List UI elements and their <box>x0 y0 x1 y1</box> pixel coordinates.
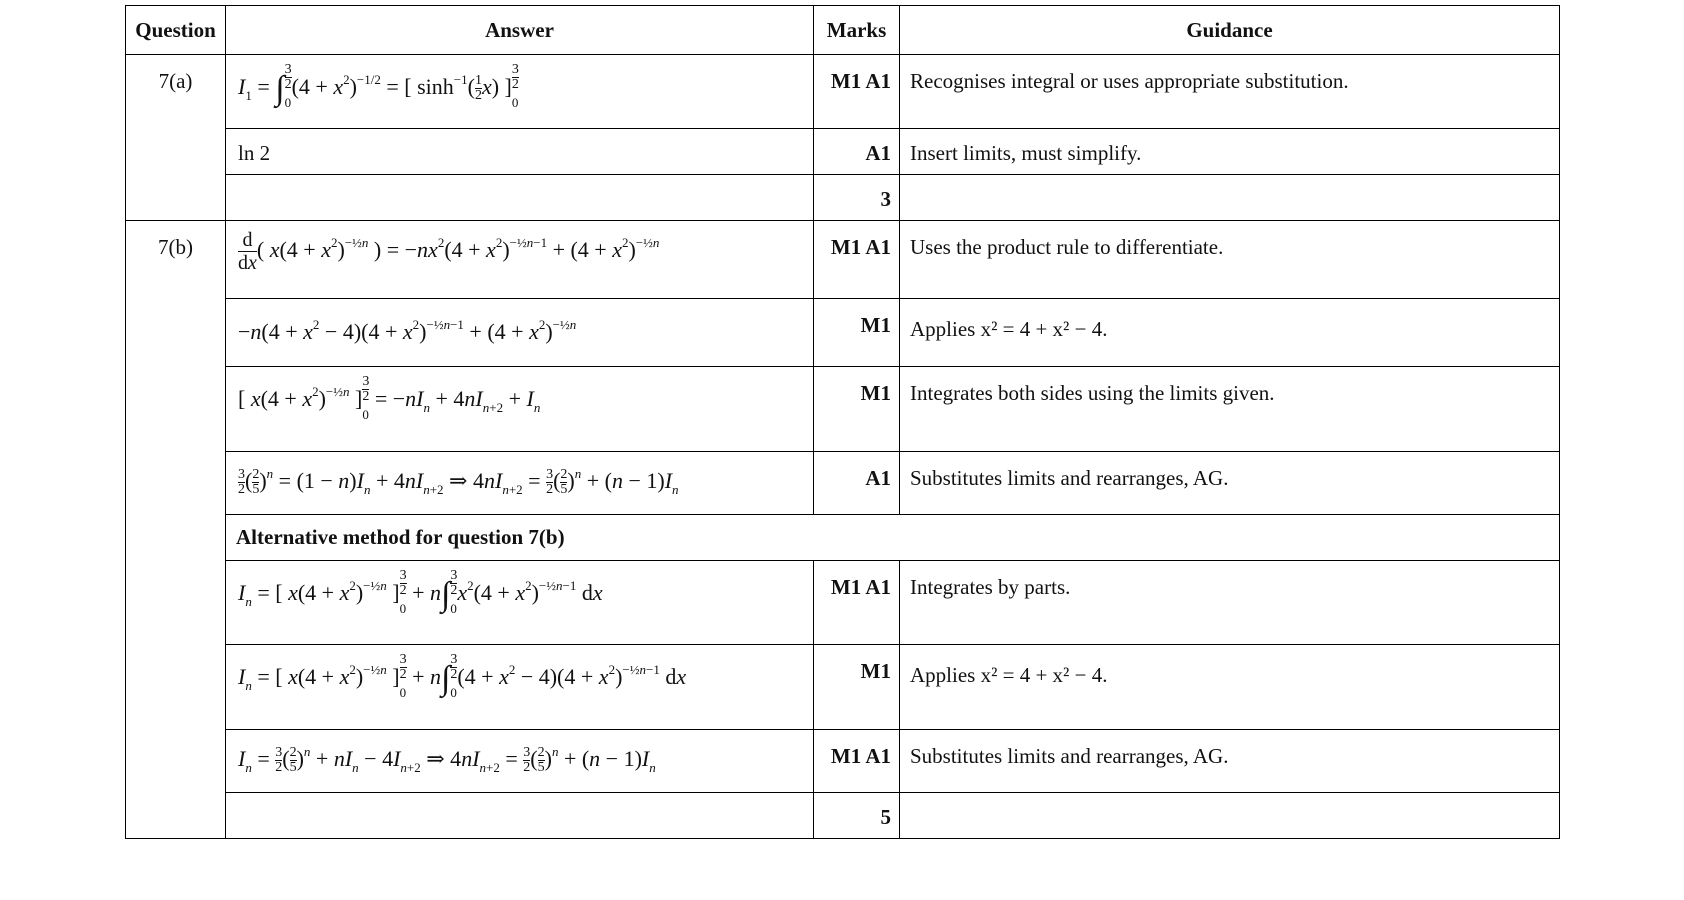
math-expression: $-n(4 + x^2 - 4)(4 + x^2)^{-\frac{1}{2}n-1} + (4 + x^2)^{-\frac{1}{2}n}$ <box>238 317 577 344</box>
table-row <box>126 367 1560 452</box>
marks-cell: M1 <box>814 299 900 367</box>
question-label-7a: 7(a) <box>126 55 226 221</box>
guidance-cell: Integrates by parts. <box>900 561 1560 645</box>
alt-method-row <box>126 515 1560 561</box>
table-row <box>126 221 1560 299</box>
alt-method-heading: Alternative method for question 7(b) <box>226 515 1560 561</box>
answer-cell <box>226 299 814 367</box>
total-marks: 3 <box>814 175 900 221</box>
marks-cell: A1 <box>814 452 900 515</box>
header-answer: Answer <box>226 6 814 55</box>
math-expression: $I_1$ = ∫ $\frac{3}{2}$ $0(4 + x^2)^{-1/2}$ = [ $\sinh^{-1}$( $\frac{1}{2}$ x) ] $\frac{3}{2}$ 0 <box>238 62 519 110</box>
marks-cell: A1 <box>814 129 900 175</box>
guidance-cell: Substitutes limits and rearranges, AG. <box>900 730 1560 793</box>
table-row <box>126 299 1560 367</box>
table-row <box>126 175 1560 221</box>
total-marks: 5 <box>814 793 900 839</box>
answer-cell <box>226 221 814 299</box>
mark-scheme-table <box>125 5 1560 839</box>
answer-cell <box>226 645 814 730</box>
table-row <box>126 793 1560 839</box>
math-expression: $I_n$ = $\frac{3}{2}$ ( $\frac{2}{5}$ )$^n + nI_n - 4I_{n+2}$ ⇒ $4nI_{n+2}$ = $\frac{3}{2}$ ( $\frac{2}{5}$ )$^n + (n - 1)I_n$ <box>238 744 656 776</box>
guidance-cell: Applies x² = 4 + x² − 4. <box>900 299 1560 367</box>
math-expression: $\frac{d}{dx}$ ( $x(4 + x^2)^{-\frac{1}{2}n}$ ) = $-nx^2(4 + x^2)^{-\frac{1}{2}n-1} + (4 + x^2)^{-\frac{1}{2}n}$ <box>238 229 660 274</box>
question-label-7b: 7(b) <box>126 221 226 839</box>
answer-cell <box>226 730 814 793</box>
marks-cell: M1 <box>814 367 900 452</box>
header-guidance: Guidance <box>900 6 1560 55</box>
table-row <box>126 730 1560 793</box>
marks-cell: M1 A1 <box>814 730 900 793</box>
header-question: Question <box>126 6 226 55</box>
table-row <box>126 645 1560 730</box>
answer-cell <box>226 55 814 129</box>
answer-cell <box>226 452 814 515</box>
marks-cell: M1 A1 <box>814 55 900 129</box>
table-row <box>126 55 1560 129</box>
answer-cell: ln 2 <box>226 129 814 175</box>
guidance-cell: Substitutes limits and rearranges, AG. <box>900 452 1560 515</box>
answer-cell <box>226 561 814 645</box>
marks-cell: M1 <box>814 645 900 730</box>
math-expression: $\frac{3}{2}$ ( $\frac{2}{5}$ )$^n = (1 - n)I_n + 4nI_{n+2}$ ⇒ $4nI_{n+2}$ = $\frac{3}{2}$ ( $\frac{2}{5}$ )$^n + (n - 1)I_n$ <box>238 466 679 498</box>
guidance-cell: Integrates both sides using the limits given. <box>900 367 1560 452</box>
guidance-cell: Recognises integral or uses appropriate substitution. <box>900 55 1560 129</box>
guidance-cell: Applies x² = 4 + x² − 4. <box>900 645 1560 730</box>
math-expression: $I_n$ = [ $x(4 + x^2)^{-\frac{1}{2}n}$ ] $\frac{3}{2}$ 0 + n∫ $\frac{3}{2}$ $0(4 + x^2 - 4)(4 + x^2)^{-\frac{1}{2}n-1}$ dx <box>238 652 687 700</box>
math-expression: [ $x(4 + x^2)^{-\frac{1}{2}n}$ ] $\frac{3}{2}$ $0 = -nI_n + 4nI_{n+2} + I_n$ <box>238 374 541 422</box>
answer-cell <box>226 367 814 452</box>
guidance-cell: Insert limits, must simplify. <box>900 129 1560 175</box>
marks-cell: M1 A1 <box>814 221 900 299</box>
table-row <box>126 561 1560 645</box>
guidance-cell: Uses the product rule to differentiate. <box>900 221 1560 299</box>
header-marks: Marks <box>814 6 900 55</box>
table-row <box>126 129 1560 175</box>
marks-cell: M1 A1 <box>814 561 900 645</box>
table-row <box>126 452 1560 515</box>
math-expression: $I_n$ = [ $x(4 + x^2)^{-\frac{1}{2}n}$ ] $\frac{3}{2}$ 0 + n∫ $\frac{3}{2}$ $0x^2(4 + x^2)^{-\frac{1}{2}n-1}$ dx <box>238 568 603 616</box>
header-row <box>126 6 1560 55</box>
